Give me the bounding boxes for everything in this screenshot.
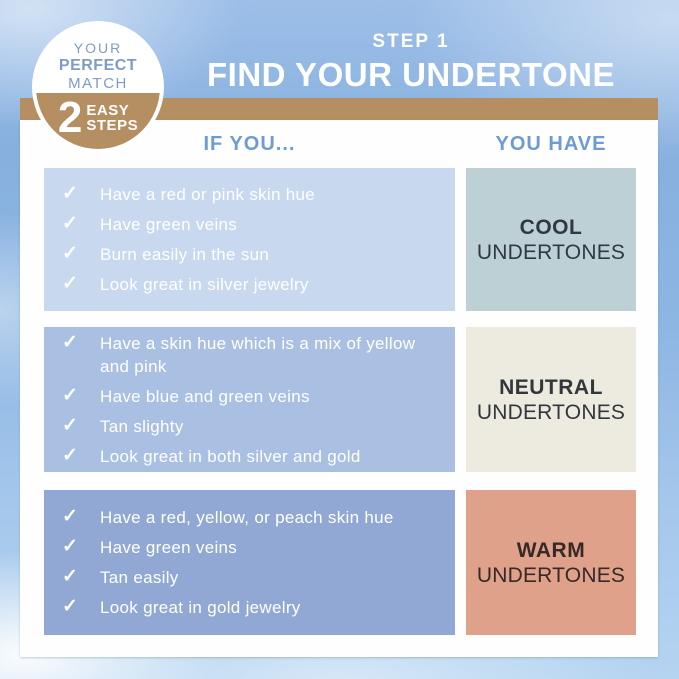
result-suffix-text: UNDERTONES: [476, 563, 626, 587]
column-header-if-you: IF YOU...: [203, 133, 296, 155]
badge-title: [36, 40, 160, 93]
criteria-item: [44, 332, 455, 378]
criteria-text: Have a red, yellow, or peach skin hue: [100, 508, 394, 527]
result-word: [477, 375, 625, 425]
badge-word-steps: STEPS: [86, 117, 139, 134]
criteria-item: [44, 385, 455, 408]
criteria-box: [44, 490, 455, 635]
check-icon: ✓: [62, 331, 78, 353]
check-icon: ✓: [62, 536, 78, 557]
badge-circle: [36, 25, 160, 149]
criteria-item: [44, 243, 455, 266]
criteria-item: [44, 536, 455, 559]
check-icon: ✓: [62, 506, 78, 527]
check-icon: ✓: [62, 444, 78, 466]
criteria-text: Have a skin hue which is a mix of yellow and pink: [100, 333, 416, 376]
column-header-you-have: YOU HAVE: [495, 133, 607, 155]
page-title: FIND YOUR UNDERTONE: [207, 56, 615, 93]
criteria-item: [44, 273, 455, 296]
result-box-cool: [466, 168, 636, 311]
badge-step-words: [86, 103, 138, 133]
result-word-text: NEUTRAL: [499, 375, 603, 399]
check-icon: ✓: [62, 384, 78, 406]
criteria-item: [44, 566, 455, 589]
result-suffix-text: UNDERTONES: [476, 240, 626, 264]
undertone-row-neutral: [0, 327, 679, 472]
check-icon: ✓: [62, 273, 78, 294]
badge-line-perfect: PERFECT: [58, 57, 138, 74]
result-word-text: WARM: [516, 538, 586, 562]
criteria-text: Have a red or pink skin hue: [100, 185, 316, 204]
criteria-box: [44, 168, 455, 311]
result-word-text: COOL: [519, 215, 583, 239]
result-box-neutral: [466, 327, 636, 472]
criteria-item: [44, 445, 455, 468]
badge-step-number: 2: [57, 93, 83, 142]
check-icon: ✓: [62, 414, 78, 436]
badge-word-easy: EASY: [86, 102, 130, 119]
step-label: STEP 1: [372, 31, 450, 52]
result-suffix-text: UNDERTONES: [476, 400, 626, 424]
check-icon: ✓: [62, 596, 78, 617]
undertone-row-warm: [0, 490, 679, 635]
badge-line-your: YOUR: [73, 40, 123, 56]
title-block: [163, 31, 659, 94]
check-icon: ✓: [62, 183, 78, 204]
check-icon: ✓: [62, 213, 78, 234]
check-icon: ✓: [62, 566, 78, 587]
criteria-text: Look great in gold jewelry: [100, 598, 301, 617]
criteria-box: [44, 327, 455, 472]
undertone-row-cool: [0, 168, 679, 311]
criteria-text: Tan slighty: [100, 416, 184, 436]
criteria-text: Burn easily in the sun: [100, 245, 270, 264]
criteria-item: [44, 506, 455, 529]
result-word: [477, 538, 625, 588]
criteria-item: [44, 213, 455, 236]
result-word: [477, 215, 625, 265]
check-icon: ✓: [62, 243, 78, 264]
badge-line-match: MATCH: [68, 75, 128, 92]
criteria-item: [44, 596, 455, 619]
result-box-warm: [466, 490, 636, 635]
criteria-item: [44, 415, 455, 438]
criteria-text: Have green veins: [100, 538, 238, 557]
criteria-text: Look great in silver jewelry: [100, 275, 309, 294]
criteria-text: Have green veins: [100, 215, 238, 234]
criteria-text: Have blue and green veins: [100, 386, 310, 406]
criteria-item: [44, 183, 455, 206]
criteria-text: Look great in both silver and gold: [100, 446, 361, 466]
criteria-text: Tan easily: [100, 568, 179, 587]
